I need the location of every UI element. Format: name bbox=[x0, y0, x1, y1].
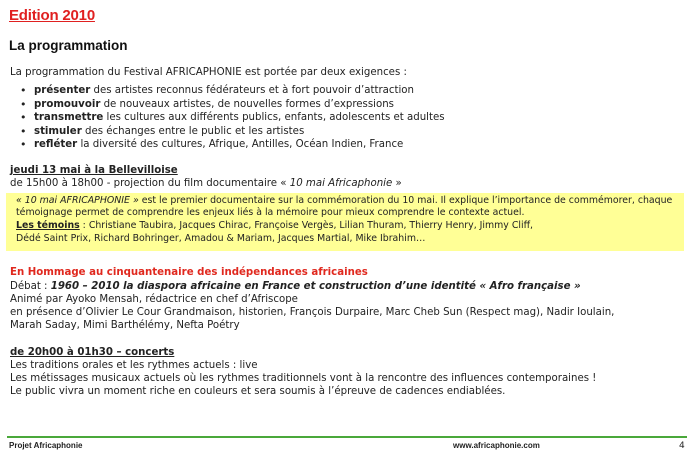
list-item-text: de nouveaux artistes, de nouvelles formes d’expressions bbox=[100, 98, 394, 110]
list-item bbox=[34, 125, 445, 139]
concerts-line: Les métissages musicaux actuels où les rythmes traditionnels vont à la rencontre des influences contemporaines ! bbox=[10, 373, 597, 384]
section-title: La programmation bbox=[9, 38, 128, 53]
footer-website: www.africaphonie.com bbox=[453, 441, 540, 450]
witnesses-label: Les témoins bbox=[16, 220, 80, 231]
event-time-suffix: » bbox=[392, 178, 402, 189]
witnesses-line: Dédé Saint Prix, Richard Bohringer, Amadou & Mariam, Jacques Martial, Mike Ibrahim… bbox=[16, 233, 426, 244]
film-description-box bbox=[6, 193, 684, 251]
debate-title: 1960 – 2010 la diaspora africaine en France et construction d’une identité « Afro française » bbox=[50, 281, 581, 292]
concerts-line: Le public vivra un moment riche en couleurs et sera soumis à l’épreuve de cadences endiablées. bbox=[10, 386, 506, 397]
event-time-prefix: de 15h00 à 18h00 - projection du film documentaire « bbox=[10, 178, 290, 189]
event-time bbox=[10, 178, 402, 189]
film-description-line bbox=[16, 195, 672, 206]
page-number: 4 bbox=[679, 441, 685, 451]
edition-heading: Edition 2010 bbox=[9, 7, 95, 24]
list-item-text: des échanges entre le public et les artistes bbox=[81, 125, 305, 137]
film-description-text: est le premier documentaire sur la commémoration du 10 mai. Il explique l’importance de commémorer, chaque bbox=[138, 195, 673, 206]
moderator-line: Animé par Ayoko Mensah, rédactrice en chef d’Afriscope bbox=[10, 294, 298, 305]
list-item-verb: présenter bbox=[34, 85, 91, 96]
film-description-line: témoignage permet de comprendre les enjeux liés à la mémoire pour mieux comprendre le contexte actuel. bbox=[16, 207, 525, 218]
list-item-text: des artistes reconnus fédérateurs et à fort pouvoir d’attraction bbox=[90, 85, 414, 96]
list-item-text: la diversité des cultures, Afrique, Antilles, Océan Indien, France bbox=[77, 139, 404, 151]
footer-project: Projet Africaphonie bbox=[9, 441, 83, 450]
requirements-list bbox=[34, 84, 445, 152]
list-item-verb: promouvoir bbox=[34, 98, 101, 110]
film-description-title: « 10 mai AFRICAPHONIE » bbox=[16, 195, 139, 206]
list-item bbox=[34, 111, 445, 125]
debate-line bbox=[10, 280, 581, 293]
list-item-verb: stimuler bbox=[34, 125, 82, 137]
homage-heading: En Hommage au cinquantenaire des indépendances africaines bbox=[10, 267, 368, 278]
guests-line: Marah Saday, Mimi Barthélémy, Nefta Poétry bbox=[10, 320, 240, 331]
film-title: 10 mai Africaphonie bbox=[289, 178, 393, 189]
witnesses-names: : Christiane Taubira, Jacques Chirac, Françoise Vergès, Lilian Thuram, Thierry Henry, Jimmy Cliff, bbox=[79, 220, 534, 231]
event-date: jeudi 13 mai à la Bellevilloise bbox=[10, 165, 178, 176]
list-item-verb: transmettre bbox=[34, 112, 104, 124]
list-item bbox=[34, 98, 445, 112]
intro-text: La programmation du Festival AFRICAPHONIE est portée par deux exigences : bbox=[10, 67, 407, 78]
list-item-text: les cultures aux différents publics, enfants, adolescents et adultes bbox=[103, 112, 445, 124]
footer-divider bbox=[7, 436, 687, 438]
debate-label: Débat : bbox=[10, 281, 51, 292]
list-item bbox=[34, 84, 445, 98]
list-item-verb: refléter bbox=[34, 139, 78, 151]
witnesses-line bbox=[16, 220, 533, 231]
concerts-line: Les traditions orales et les rythmes actuels : live bbox=[10, 360, 258, 371]
list-item bbox=[34, 138, 445, 152]
concerts-heading: de 20h00 à 01h30 – concerts bbox=[10, 347, 175, 358]
guests-line: en présence d’Olivier Le Cour Grandmaison, historien, François Durpaire, Marc Cheb Sun (Respect mag), Nadir Ioulain, bbox=[10, 307, 615, 318]
